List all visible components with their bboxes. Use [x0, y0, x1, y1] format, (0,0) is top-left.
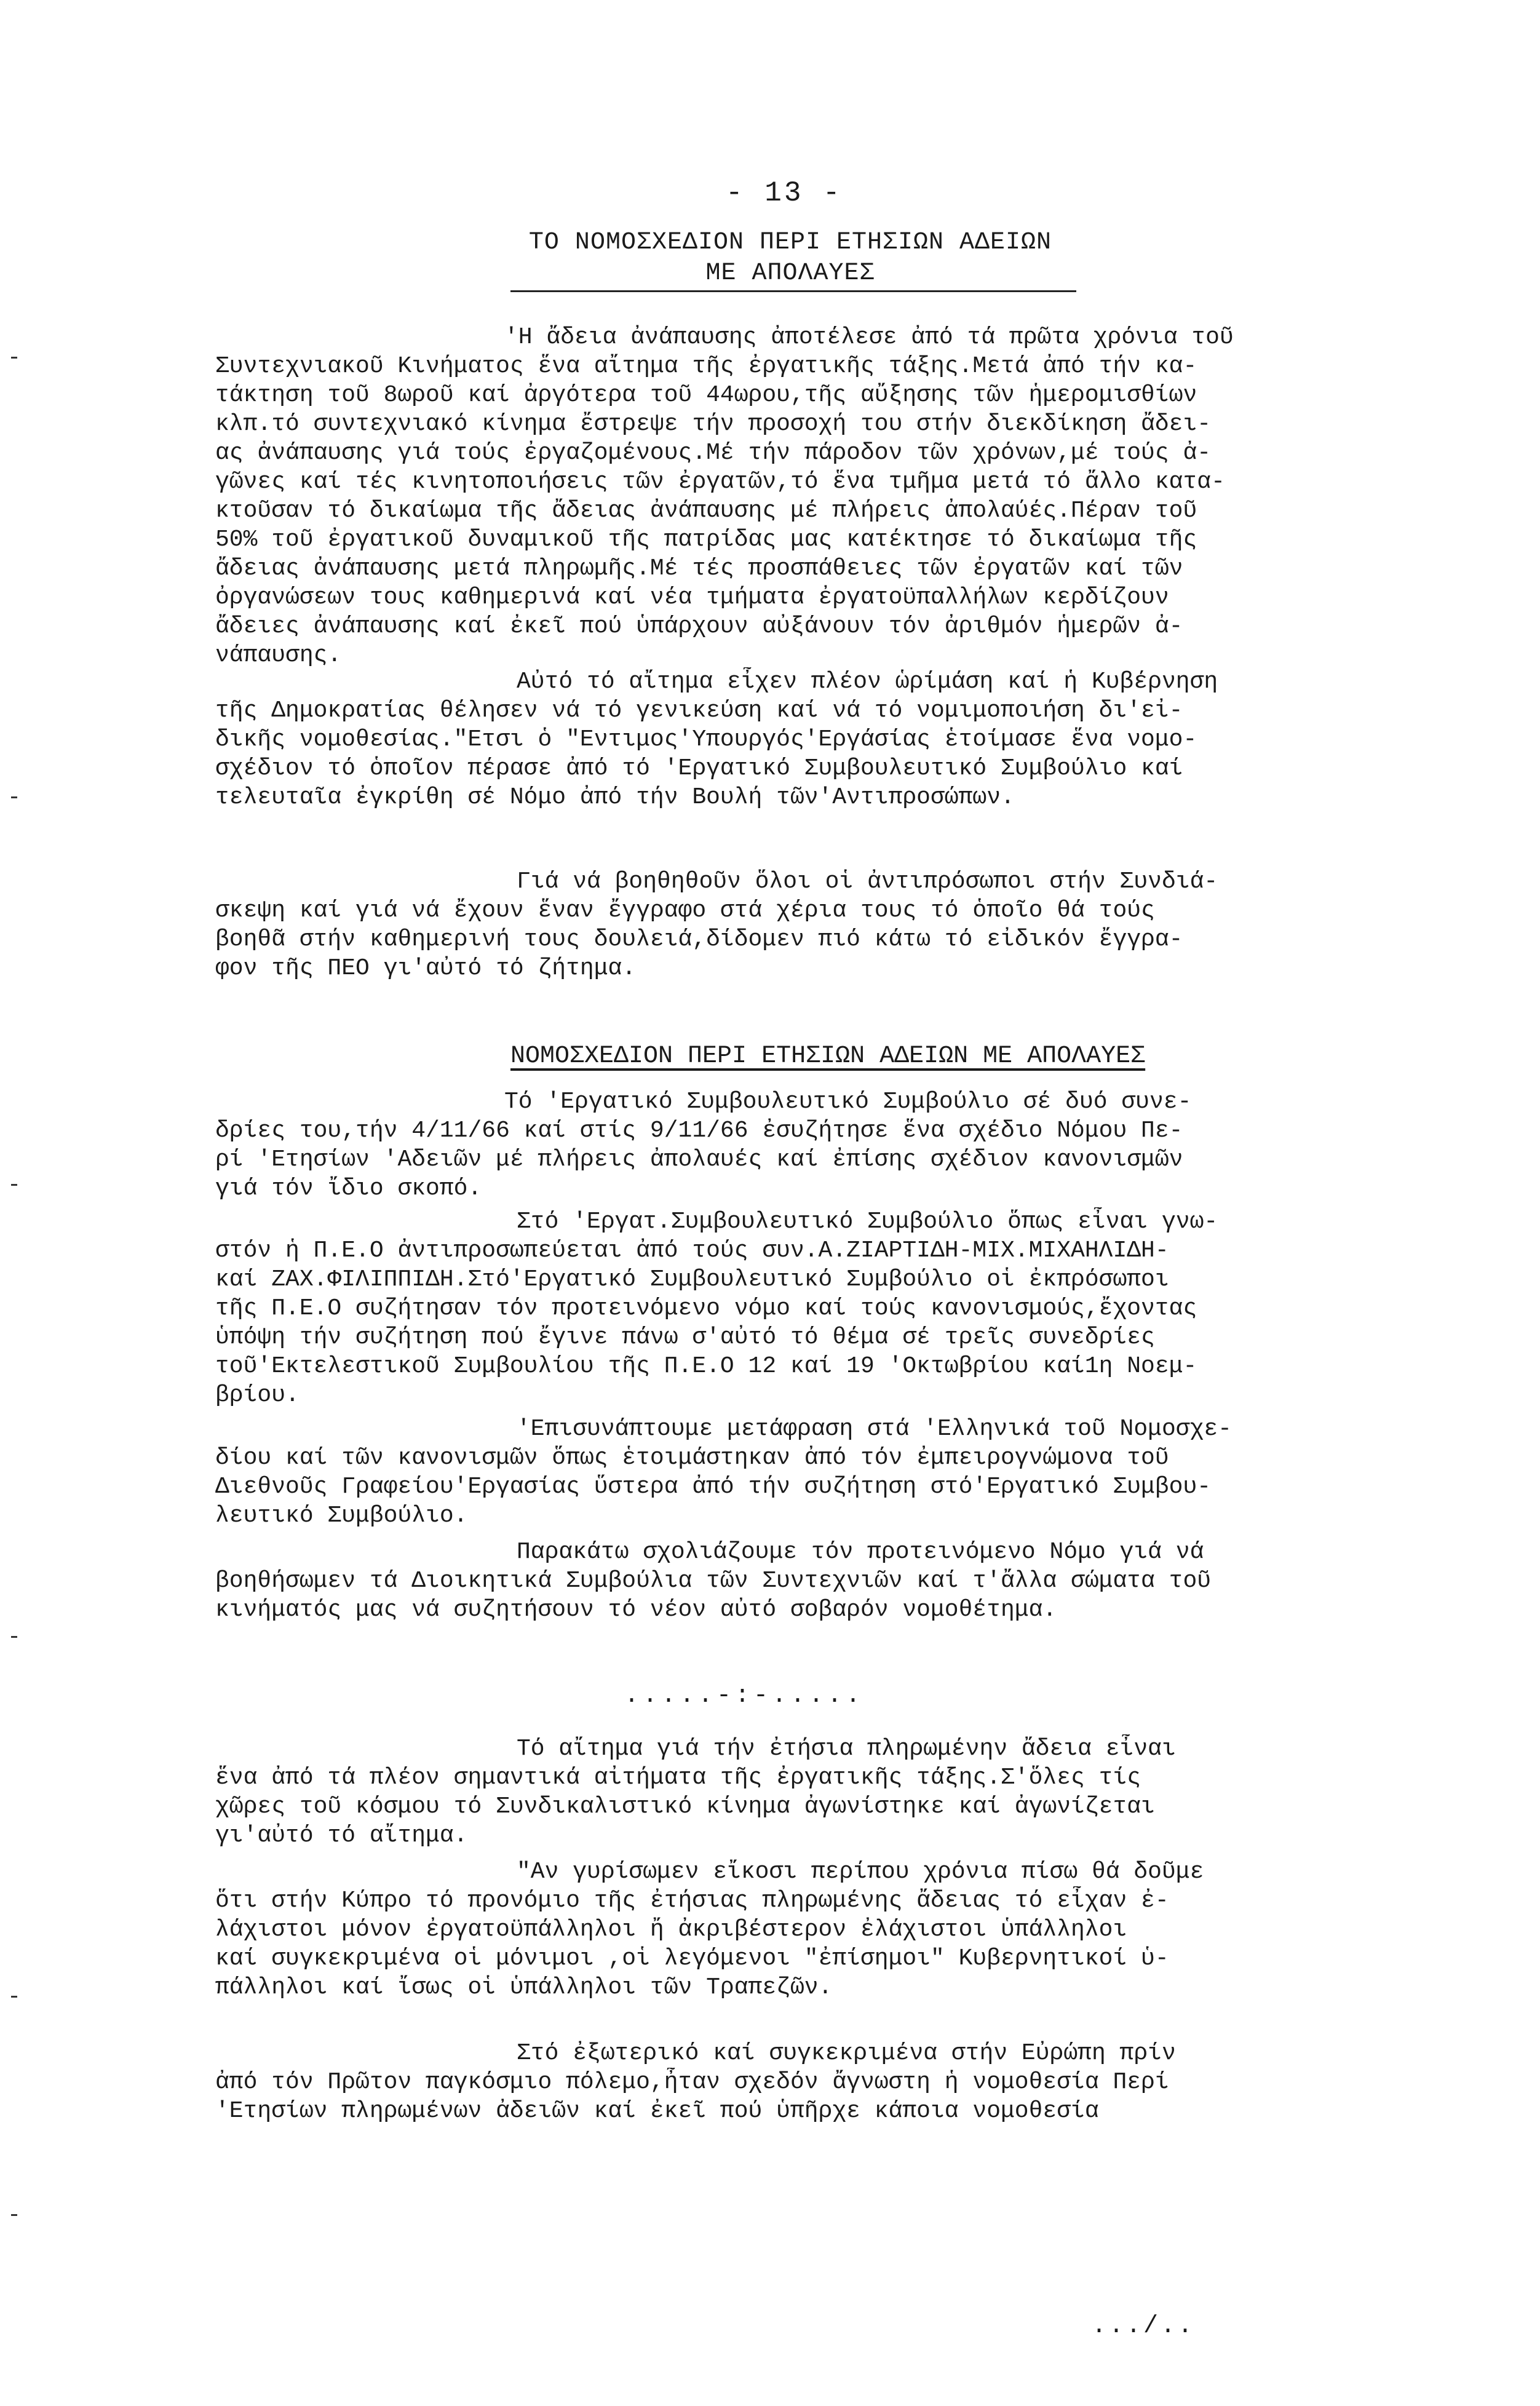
- margin-mark: [11, 796, 17, 798]
- paragraph-line: στόν ἡ Π.Ε.Ο ἀντιπροσωπεύεται ἀπό τούς συν.Α.ΖΙΑΡΤΙΔΗ-ΜΙΧ.ΜΙΧΑΗΛΙΔΗ-: [215, 1237, 1169, 1264]
- paragraph-9: [215, 1857, 1341, 2002]
- margin-mark: [11, 357, 17, 359]
- paragraph-line: καί ΖΑΧ.ΦΙΛΙΠΠΙΔΗ.Στό'Εργατικό Συμβουλευτικό Συμβούλιο οἱ ἐκπρόσωποι: [215, 1266, 1169, 1293]
- document-title-line-1: ΤΟ ΝΟΜΟΣΧΕΔΙΟΝ ΠΕΡΙ ΕΤΗΣΙΩΝ ΑΔΕΙΩΝ: [528, 229, 1052, 256]
- paragraph-line: λευτικό Συμβούλιο.: [215, 1503, 468, 1529]
- paragraph-line: γῶνες καί τές κινητοποιήσεις τῶν ἐργατῶν,τό ἕνα τμῆμα μετά τό ἄλλο κατα-: [215, 469, 1225, 495]
- paragraph-line: ὀργανώσεων τους καθημερινά καί νέα τμήματα ἐργατοϋπαλλήλων κερδίζουν: [215, 584, 1169, 611]
- paragraph-line: δίου καί τῶν κανονισμῶν ὅπως ἑτοιμάστηκαν ἀπό τόν ἐμπειρογνώμονα τοῦ: [215, 1445, 1169, 1471]
- paragraph-line: τῆς Π.Ε.Ο συζήτησαν τόν προτεινόμενο νόμο καί τούς κανονισμούς,ἔχοντας: [215, 1295, 1197, 1322]
- paragraph-line: δρίες του,τήν 4/11/66 καί στίς 9/11/66 ἐσυζήτησε ἕνα σχέδιο Νόμου Πε-: [215, 1118, 1183, 1144]
- paragraph-2: [215, 667, 1341, 812]
- paragraph-10: [215, 2039, 1341, 2126]
- paragraph-line: βρίου.: [215, 1382, 300, 1408]
- paragraph-line: ἄδειες ἀνάπαυσης καί ἐκεῖ πού ὑπάρχουν αὐξάνουν τόν ἀριθμόν ἡμερῶν ἀ-: [215, 613, 1183, 640]
- paragraph-line: κινήματός μας νά συζητήσουν τό νέον αὐτό σοβαρόν νομοθέτημα.: [215, 1597, 1057, 1623]
- paragraph-line: φον τῆς ΠΕΟ γι'αὐτό τό ζήτημα.: [215, 955, 637, 982]
- paragraph-line: Αὐτό τό αἴτημα εἶχεν πλέον ὡρίμάση καί ἡ Κυβέρνηση: [517, 669, 1218, 695]
- paragraph-line: Συντεχνιακοῦ Κινήματος ἕνα αἴτημα τῆς ἐργατικῆς τάξης.Μετά ἀπό τήν κα-: [215, 353, 1197, 379]
- paragraph-line: σκεψη καί γιά νά ἔχουν ἕναν ἔγγραφο στά χέρια τους τό ὁποῖο θά τούς: [215, 897, 1155, 924]
- section-heading: ΝΟΜΟΣΧΕΔΙΟΝ ΠΕΡΙ ΕΤΗΣΙΩΝ ΑΔΕΙΩΝ ΜΕ ΑΠΟΛΑΥΕΣ: [510, 1042, 1146, 1070]
- paragraph-5: [215, 1207, 1341, 1410]
- margin-mark: [11, 1996, 17, 1998]
- paragraph-line: ἀπό τόν Πρῶτον παγκόσμιο πόλεμο,ἦταν σχεδόν ἄγνωστη ἡ νομοθεσία Περί: [215, 2069, 1169, 2095]
- margin-mark: [11, 1636, 17, 1638]
- paragraph-line: βοηθᾶ στήν καθημερινή τους δουλειά,δίδομεν πιό κάτω τό εἰδικόν ἔγγρα-: [215, 926, 1183, 953]
- margin-mark: [11, 1184, 17, 1186]
- paragraph-line: Στό 'Εργατ.Συμβουλευτικό Συμβούλιο ὅπως εἶναι γνω-: [517, 1209, 1218, 1235]
- paragraph-line: ὑπόψη τήν συζήτηση πού ἔγινε πάνω σ'αὐτό τό θέμα σέ τρεῖς συνεδρίες: [215, 1324, 1155, 1351]
- paragraph-line: λάχιστοι μόνον ἐργατοϋπάλληλοι ἤ ἀκριβέστερον ἐλάχιστοι ὑπάλληλοι: [215, 1916, 1127, 1943]
- paragraph-line: "Αν γυρίσωμεν εἴκοσι περίπου χρόνια πίσω θά δοῦμε: [517, 1859, 1204, 1885]
- document-title-line-2: ΜΕ ΑΠΟΛΑΥΕΣ: [705, 260, 875, 287]
- paragraph-3: [215, 867, 1341, 983]
- paragraph-line: τῆς Δημοκρατίας θέλησεν νά τό γενικεύση καί νά τό νομιμοποιήση δι'εἰ-: [215, 697, 1183, 724]
- paragraph-line: Τό αἴτημα γιά τήν ἐτήσια πληρωμένην ἄδεια εἶναι: [517, 1736, 1176, 1762]
- paragraph-line: δικῆς νομοθεσίας."Ετσι ὁ "Εντιμος'Υπουργός'Εργάσίας ἑτοίμασε ἕνα νομο-: [215, 726, 1197, 753]
- paragraph-line: ας ἀνάπαυσης γιά τούς ἐργαζομένους.Μέ τήν πάροδον τῶν χρόνων,μέ τούς ἀ-: [215, 440, 1212, 466]
- paragraph-line: καί συγκεκριμένα οἱ μόνιμοι ,οἱ λεγόμενοι "ἐπίσημοι" Κυβερνητικοί ὑ-: [215, 1945, 1169, 1972]
- paragraph-6: [215, 1415, 1341, 1530]
- paragraph-8: [215, 1734, 1341, 1850]
- paragraph-line: Παρακάτω σχολιάζουμε τόν προτεινόμενο Νόμο γιά νά: [517, 1539, 1204, 1565]
- paragraph-line: 'Ετησίων πληρωμένων ἀδειῶν καί ἐκεῖ πού ὑπῆρχε κάποια νομοθεσία: [215, 2098, 1099, 2124]
- paragraph-line: 'Επισυνάπτουμε μετάφραση στά 'Ελληνικά τοῦ Νομοσχε-: [517, 1416, 1232, 1442]
- paragraph-line: ἕνα ἀπό τά πλέον σημαντικά αἰτήματα τῆς ἐργατικῆς τάξης.Σ'ὅλες τίς: [215, 1765, 1141, 1791]
- paragraph-line: τελευταῖα ἐγκρίθη σέ Νόμο ἀπό τήν Βουλή τῶν'Αντιπροσώπων.: [215, 784, 1015, 811]
- paragraph-line: τοῦ'Εκτελεστικοῦ Συμβουλίου τῆς Π.Ε.Ο 12 καί 19 'Οκτωβρίου καί1η Νοεμ-: [215, 1353, 1197, 1380]
- paragraph-line: τάκτηση τοῦ 8ωροῦ καί ἀργότερα τοῦ 44ωρου,τῆς αὔξησης τῶν ἡμερομισθίων: [215, 382, 1197, 408]
- paragraph-line: 50% τοῦ ἐργατικοῦ δυναμικοῦ τῆς πατρίδας μας κατέκτησε τό δικαίωμα τῆς: [215, 526, 1197, 553]
- paragraph-line: ἄδειας ἀνάπαυσης μετά πληρωμῆς.Μέ τές προσπάθειες τῶν ἐργατῶν καί τῶν: [215, 555, 1183, 582]
- page-number: - 13 -: [726, 177, 843, 209]
- paragraph-line: πάλληλοι καί ἴσως οἱ ὑπάλληλοι τῶν Τραπεζῶν.: [215, 1974, 833, 2001]
- paragraph-line: Τό 'Εργατικό Συμβουλευτικό Συμβούλιο σέ δυό συνε-: [504, 1089, 1192, 1115]
- paragraph-line: ὅτι στήν Κύπρο τό προνόμιο τῆς ἐτήσιας πληρωμένης ἄδειας τό εἶχαν ἐ-: [215, 1888, 1169, 1914]
- title-underline: [510, 290, 1076, 292]
- margin-mark: [11, 2214, 17, 2216]
- paragraph-line: 'Η ἄδεια ἀνάπαυσης ἀποτέλεσε ἀπό τά πρῶτα χρόνια τοῦ: [504, 324, 1234, 351]
- paragraph-line: ρί 'Ετησίων 'Αδειῶν μέ πλήρεις ἀπολαυές καί ἐπίσης σχέδιον κανονισμῶν: [215, 1146, 1183, 1173]
- paragraph-line: χῶρες τοῦ κόσμου τό Συνδικαλιστικό κίνημα ἀγωνίστηκε καί ἀγωνίζεται: [215, 1793, 1155, 1820]
- paragraph-line: γιά τόν ἴδιο σκοπό.: [215, 1175, 482, 1202]
- paragraph-line: Στό ἐξωτερικό καί συγκεκριμένα στήν Εὐρώπη πρίν: [517, 2040, 1176, 2067]
- paragraph-7: [215, 1538, 1341, 1624]
- paragraph-line: γι'αὐτό τό αἴτημα.: [215, 1822, 468, 1849]
- paragraph-line: Γιά νά βοηθηθοῦν ὅλοι οἱ ἀντιπρόσωποι στήν Συνδιά-: [517, 868, 1218, 895]
- paragraph-line: Διεθνοῦς Γραφείου'Εργασίας ὕστερα ἀπό τήν συζήτηση στό'Εργατικό Συμβου-: [215, 1474, 1212, 1500]
- continuation-mark: .../..: [1092, 2313, 1196, 2340]
- paragraph-line: νάπαυσης.: [215, 642, 342, 669]
- paragraph-line: κτοῦσαν τό δικαίωμα τῆς ἄδειας ἀνάπαυσης μέ πλήρεις ἀπολαύές.Πέραν τοῦ: [215, 498, 1197, 524]
- paragraph-1: [215, 323, 1341, 670]
- paragraph-line: βοηθήσωμεν τά Διοικητικά Συμβούλια τῶν Συντεχνιῶν καί τ'ἄλλα σώματα τοῦ: [215, 1568, 1212, 1594]
- paragraph-line: κλπ.τό συντεχνιακό κίνημα ἔστρεψε τήν προσοχή του στήν διεκδίκηση ἄδει-: [215, 411, 1212, 437]
- section-separator: .....-:-.....: [624, 1682, 865, 1710]
- paragraph-4: [215, 1087, 1341, 1203]
- paragraph-line: σχέδιον τό ὁποῖον πέρασε ἀπό τό 'Εργατικό Συμβουλευτικό Συμβούλιο καί: [215, 755, 1183, 782]
